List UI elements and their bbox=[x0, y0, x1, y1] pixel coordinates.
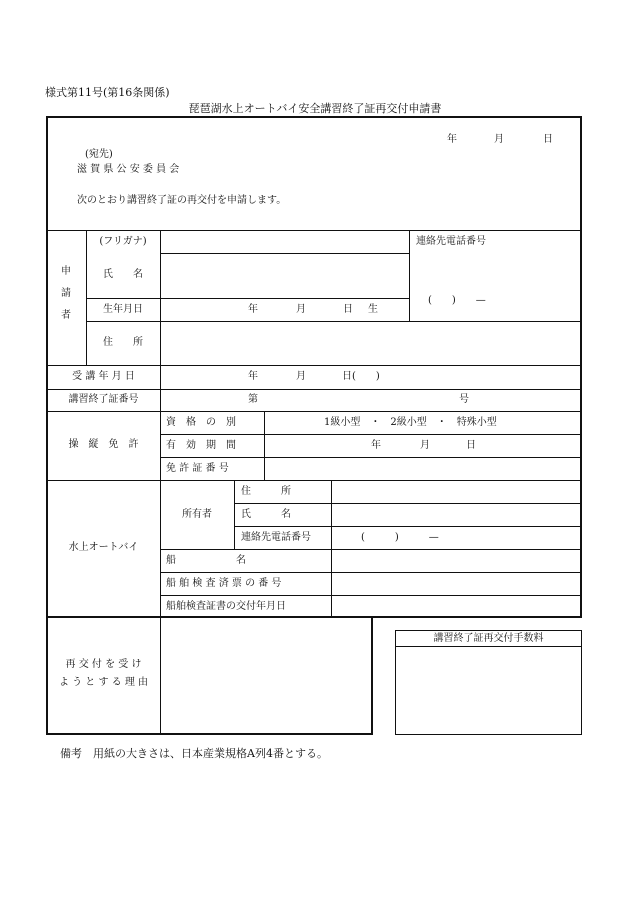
reason-label-line1: 再 交 付 を 受 け bbox=[65, 659, 142, 670]
owner-label: 所有者 bbox=[182, 509, 212, 520]
name-label: 氏 名 bbox=[103, 269, 143, 280]
cert-number-label: 講習終了証番号 bbox=[68, 394, 139, 405]
fee-label: 講習終了証再交付手数料 bbox=[433, 633, 544, 644]
birth-month: 月 bbox=[296, 304, 306, 315]
owner-phone-format: ( ) — bbox=[361, 532, 439, 543]
birth-day: 日 bbox=[343, 304, 353, 315]
inspection-number-label: 船 舶 検 査 済 票 の 番 号 bbox=[166, 578, 282, 589]
cert-prefix: 第 bbox=[248, 394, 258, 405]
phone-format: ( ) — bbox=[428, 295, 486, 306]
phone-label: 連絡先電話番号 bbox=[416, 236, 486, 247]
license-number-label: 免 許 証 番 号 bbox=[166, 463, 229, 474]
reason-frame bbox=[46, 616, 373, 735]
footnote: 備考 用紙の大きさは、日本産業規格A列4番とする。 bbox=[60, 747, 328, 760]
license-type-label: 資 格 の 別 bbox=[166, 417, 236, 428]
date-year: 年 bbox=[447, 134, 457, 145]
page-title: 琵琶湖水上オートバイ安全講習終了証再交付申請書 bbox=[188, 102, 442, 115]
watercraft-section-label: 水上オートバイ bbox=[68, 542, 139, 553]
owner-name-label: 氏 名 bbox=[241, 509, 291, 520]
owner-address-label: 住 所 bbox=[241, 486, 291, 497]
date-day: 日 bbox=[543, 134, 553, 145]
course-date-year: 年 bbox=[248, 371, 258, 382]
validity-label: 有 効 期 間 bbox=[166, 440, 236, 451]
owner-phone-label: 連絡先電話番号 bbox=[241, 532, 311, 543]
course-date-day: 日( ) bbox=[342, 371, 380, 382]
license-section-label: 操 縦 免 許 bbox=[68, 439, 139, 450]
course-date-label: 受 講 年 月 日 bbox=[72, 371, 135, 382]
applicant-section-label: 申 請 者 bbox=[61, 266, 71, 321]
course-date-month: 月 bbox=[296, 371, 306, 382]
addressee: 滋 賀 県 公 安 委 員 会 bbox=[77, 164, 180, 175]
ship-name-label: 船 名 bbox=[166, 555, 246, 566]
form-number: 様式第11号(第16条関係) bbox=[45, 86, 170, 99]
cert-suffix: 号 bbox=[459, 394, 469, 405]
birthdate-label: 生年月日 bbox=[103, 304, 143, 315]
addressee-label: (宛先) bbox=[85, 149, 113, 160]
birth-suffix: 生 bbox=[368, 304, 378, 315]
furigana-label: (フリガナ) bbox=[99, 236, 147, 247]
inspection-date-label: 船舶検査証書の交付年月日 bbox=[166, 601, 286, 612]
birth-year: 年 bbox=[248, 304, 258, 315]
validity-day: 日 bbox=[466, 440, 476, 451]
reason-label-line2: よ う と す る 理 由 bbox=[58, 677, 149, 688]
intro-text: 次のとおり講習終了証の再交付を申請します。 bbox=[77, 195, 287, 206]
license-type-options: 1級小型 ・ 2級小型 ・ 特殊小型 bbox=[324, 417, 497, 428]
validity-year: 年 bbox=[371, 440, 381, 451]
address-label: 住 所 bbox=[103, 337, 143, 348]
validity-month: 月 bbox=[420, 440, 430, 451]
date-month: 月 bbox=[494, 134, 504, 145]
